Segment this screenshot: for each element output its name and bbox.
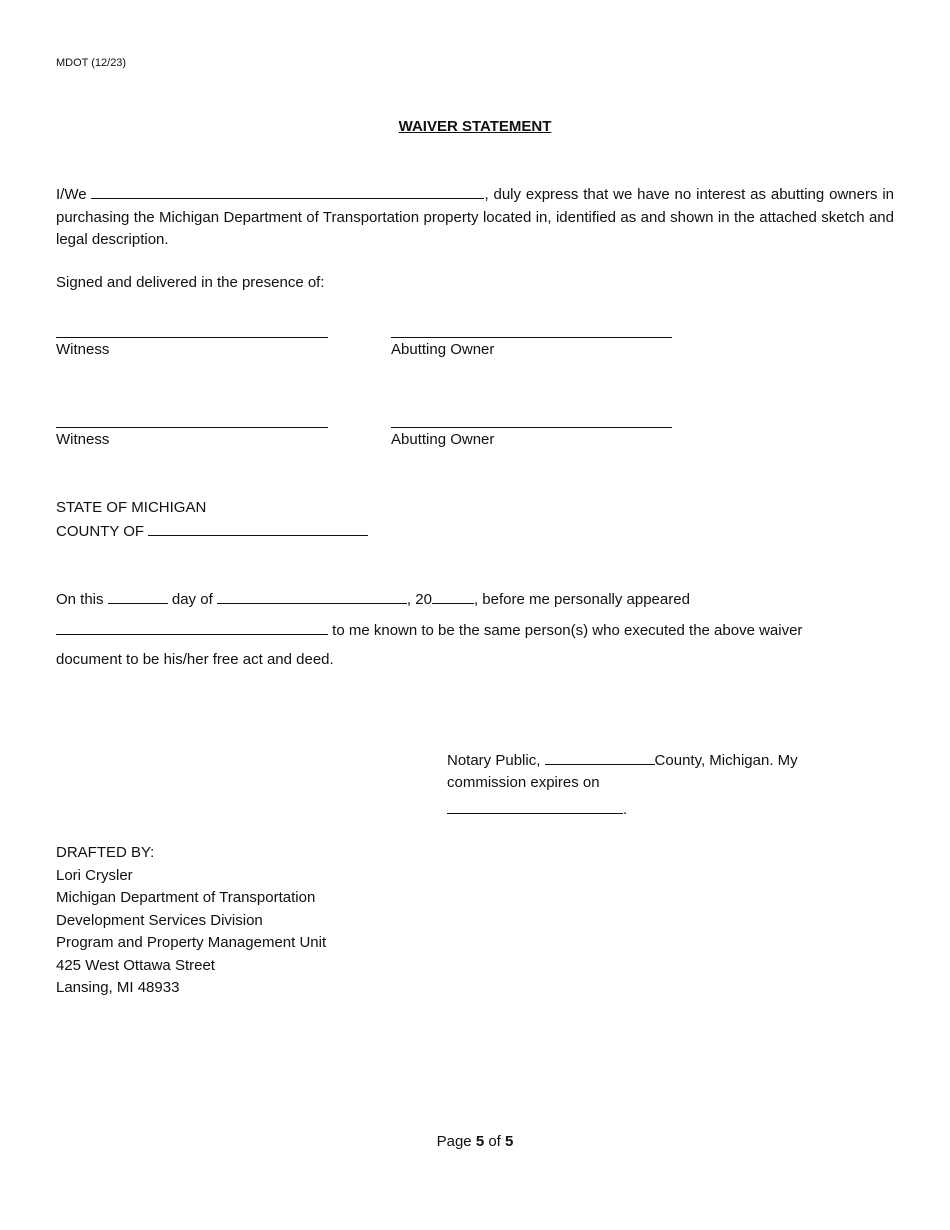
county-line [56, 521, 368, 541]
notary-line-3 [447, 799, 627, 819]
county-field[interactable] [148, 521, 368, 536]
presence-text: Signed and delivered in the presence of: [56, 274, 325, 291]
intro-paragraph [56, 184, 894, 252]
drafter-unit: Program and Property Management Unit [56, 934, 327, 951]
notary-period: . [623, 801, 628, 818]
notary-prefix: Notary Public, [447, 752, 541, 769]
appeared-text: , before me personally appeared [473, 591, 690, 608]
owner-signature-line-2[interactable] [391, 427, 672, 428]
page-word: Page [436, 1133, 472, 1150]
county-prefix: COUNTY OF [56, 523, 145, 540]
drafter-division: Development Services Division [56, 912, 263, 929]
acknowledgment-line-1 [56, 589, 690, 609]
of-word: of [488, 1133, 501, 1150]
form-code: MDOT (12/23) [56, 57, 127, 69]
acknowledgment-line-3: document to be his/her free act and deed. [56, 651, 334, 668]
person-name-field[interactable] [56, 620, 328, 635]
day-of-text: day of [171, 591, 213, 608]
owner-label-1: Abutting Owner [391, 341, 495, 358]
witness-label-1: Witness [56, 341, 110, 358]
known-text: to me known to be the same person(s) who executed the above waiver [332, 622, 803, 639]
day-field[interactable] [108, 589, 168, 604]
owner-signature-line-1[interactable] [391, 337, 672, 338]
notary-line-1 [447, 750, 798, 770]
current-page: 5 [475, 1133, 485, 1150]
witness-label-2: Witness [56, 431, 110, 448]
total-pages: 5 [505, 1133, 514, 1150]
owner-label-2: Abutting Owner [391, 431, 495, 448]
year-prefix-text: , 20 [406, 591, 432, 608]
document-title: WAIVER STATEMENT [398, 118, 552, 135]
notary-county-suffix: County, Michigan. My [654, 752, 798, 769]
owner-names-field[interactable] [91, 184, 484, 199]
drafter-street: 425 West Ottawa Street [56, 957, 215, 974]
page-footer [0, 1133, 950, 1151]
witness-signature-line-1[interactable] [56, 337, 328, 338]
intro-suffix: , duly express that we have no interest as abutting owners in purchasing the Michigan Department of Transportation property located in, identified as and shown in the attached sketch and legal description. [56, 186, 894, 248]
notary-county-field[interactable] [545, 750, 655, 765]
commission-expiry-field[interactable] [447, 799, 623, 814]
month-field[interactable] [217, 589, 407, 604]
witness-signature-line-2[interactable] [56, 427, 328, 428]
year-field[interactable] [432, 589, 474, 604]
on-this-text: On this [56, 591, 104, 608]
drafter-city: Lansing, MI 48933 [56, 979, 180, 996]
state-label: STATE OF MICHIGAN [56, 499, 207, 516]
acknowledgment-line-2 [56, 620, 802, 640]
intro-prefix: I/We [56, 186, 87, 203]
notary-commission-text: commission expires on [447, 774, 600, 791]
drafter-department: Michigan Department of Transportation [56, 889, 316, 906]
drafted-by-heading: DRAFTED BY: [56, 844, 155, 861]
drafter-name: Lori Crysler [56, 867, 133, 884]
